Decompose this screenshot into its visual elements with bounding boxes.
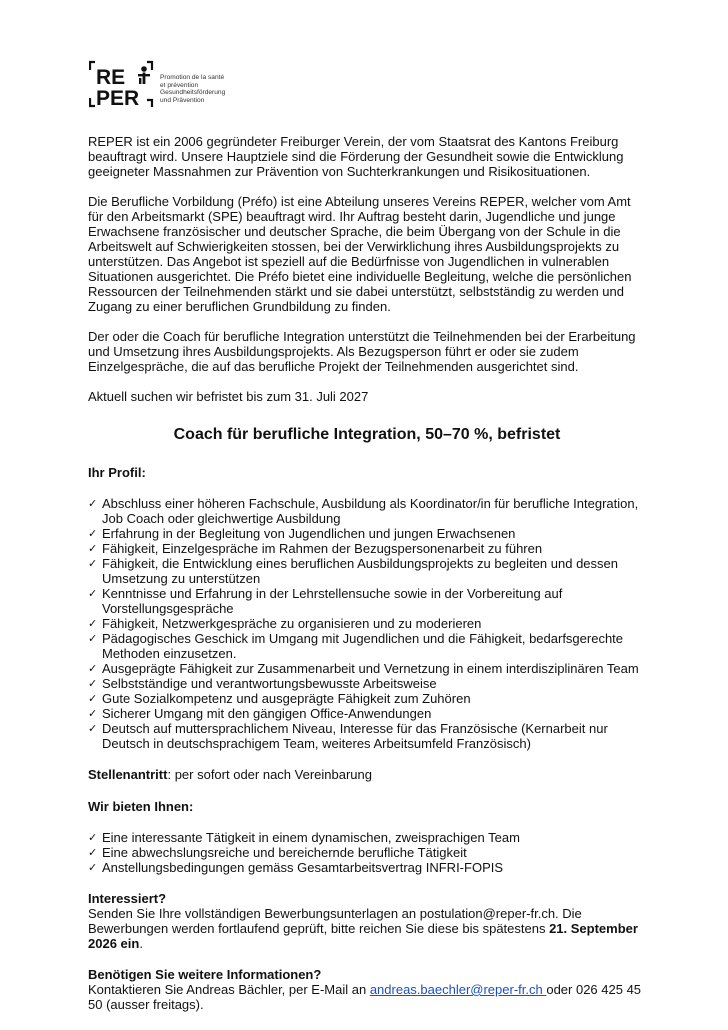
check-icon: ✓ [88, 542, 98, 555]
intro-paragraph: Die Berufliche Vorbildung (Préfo) ist eine Abteilung unseres Vereins REPER, welcher vom Amt für den Arbeitsmarkt (SPE) beauftragt wird. Ihr Auftrag besteht darin, Jugendliche und junge Erwachsene französischer und deutscher Sprache, die beim Übergang von der Schule in die Arbeitswelt auf Schwierigkeiten stossen, bei der Verwirklichung ihres Ausbildungsprojekts zu unterstützen. Das Angebot ist speziell auf die Bedürfnisse von Jugendlichen in vulnerablen Situationen ausgerichtet. Die Préfo bietet eine individuelle Begleitung, welche die persönlichen Ressourcen der Teilnehmenden stärkt und sie dabei unterstützt, selbstständig zu werden und Zugang zu einer beruflichen Grundbildung zu finden. [88, 194, 632, 314]
offer-heading: Wir bieten Ihnen: [88, 799, 194, 814]
offer-item [88, 830, 646, 845]
offer-item-text: Eine interessante Tätigkeit in einem dynamischen, zweisprachigen Team [102, 830, 520, 845]
check-icon: ✓ [88, 861, 98, 874]
logo-text-line2: PER [96, 87, 140, 110]
job-title: Coach für berufliche Integration, 50–70 %, befristet [173, 426, 561, 443]
profile-item [88, 691, 646, 706]
logo-tagline-line: et prévention [160, 81, 199, 89]
profile-item-text: Deutsch auf muttersprachlichem Niveau, Interesse für das Französische (Kernarbeit nur Deutsch in deutschsprachigem Team, weiteres Arbeitsumfeld Französisch) [102, 721, 608, 751]
apply-end: . [139, 936, 143, 951]
profile-item-text: Selbstständige und verantwortungsbewusste Arbeitsweise [102, 676, 437, 691]
offer-item [88, 860, 646, 875]
check-icon: ✓ [88, 677, 98, 690]
profile-item [88, 556, 646, 586]
profile-item [88, 631, 646, 661]
apply-body: Senden Sie Ihre vollständigen Bewerbungsunterlagen an postulation@reper-fr.ch. Die Bewerbungen werden fortlaufend geprüft, bitte reichen Sie diese bis spätestens [88, 906, 582, 936]
info-after: oder 026 425 45 50 (ausser freitags). [88, 982, 642, 1012]
contact-email-link[interactable]: andreas.baechler@reper-fr.ch [369, 982, 547, 997]
profile-item [88, 586, 646, 616]
logo-tagline [160, 74, 225, 104]
profile-item-text: Abschluss einer höheren Fachschule, Ausbildung als Koordinator/in für berufliche Integration, Job Coach oder gleichwertige Ausbildung [102, 496, 639, 526]
logo-tagline-line: Gesundheitsförderung [160, 89, 226, 97]
check-icon: ✓ [88, 632, 98, 645]
check-icon: ✓ [88, 722, 98, 735]
profile-item-text: Fähigkeit, Netzwerkgespräche zu organisieren und zu moderieren [102, 616, 482, 631]
check-icon: ✓ [88, 662, 98, 675]
apply-text [88, 906, 646, 951]
check-icon: ✓ [88, 527, 98, 540]
intro-paragraph: REPER ist ein 2006 gegründeter Freiburger Verein, der vom Staatsrat des Kantons Freiburg beauftragt wird. Unsere Hauptziele sind die Förderung der Gesundheit sowie die Entwicklung geeigneter Massnahmen zur Prävention von Suchterkrankungen und Risikosituationen. [88, 134, 624, 179]
start-label: Stellenantritt [88, 767, 168, 782]
logo-bracket-right [147, 100, 152, 107]
check-icon: ✓ [88, 846, 98, 859]
check-icon: ✓ [88, 497, 98, 510]
check-icon: ✓ [88, 557, 98, 570]
offer-item-text: Anstellungsbedingungen gemäss Gesamtarbeitsvertrag INFRI-FOPIS [102, 860, 504, 875]
check-icon: ✓ [88, 587, 98, 600]
intro-paragraph: Aktuell suchen wir befristet bis zum 31. Juli 2027 [88, 389, 369, 404]
logo-tagline-line: Promotion de la santé [160, 74, 225, 81]
profile-item-text: Sicherer Umgang mit den gängigen Office-Anwendungen [102, 706, 432, 721]
profile-item-text: Ausgeprägte Fähigkeit zur Zusammenarbeit und Vernetzung in einem interdisziplinären Team [102, 661, 639, 676]
profile-item-text: Pädagogisches Geschick im Umgang mit Jugendlichen und die Fähigkeit, bedarfsgerechte Methoden einzusetzen. [102, 631, 624, 661]
profile-item-text: Kenntnisse und Erfahrung in der Lehrstellensuche sowie in der Vorbereitung auf Vorstellungsgespräche [102, 586, 563, 616]
profile-item-text: Fähigkeit, Einzelgespräche im Rahmen der Bezugspersonenarbeit zu führen [102, 541, 543, 556]
offer-item-text: Eine abwechslungsreiche und bereichernde berufliche Tätigkeit [102, 845, 467, 860]
intro-paragraph: Der oder die Coach für berufliche Integration unterstützt die Teilnehmenden bei der Erarbeitung und Umsetzung ihres Ausbildungsprojekts. Als Bezugsperson führt er oder sie zudem Einzelgespräche, die auf das berufliche Projekt der Teilnehmenden ausgerichtet sind. [88, 329, 636, 374]
offer-list [88, 830, 646, 875]
apply-heading: Interessiert? [88, 891, 167, 906]
info-heading: Benötigen Sie weitere Informationen? [88, 967, 322, 982]
profile-item [88, 676, 646, 691]
profile-item [88, 526, 646, 541]
profile-item [88, 706, 646, 721]
figure-icon [138, 66, 150, 84]
logo-bracket-top [147, 62, 152, 70]
info-before: Kontaktieren Sie Andreas Bächler, per E-Mail an [88, 982, 370, 997]
profile-item-text: Gute Sozialkompetenz und ausgeprägte Fähigkeit zum Zuhören [102, 691, 471, 706]
check-icon: ✓ [88, 617, 98, 630]
info-text [88, 982, 646, 1012]
profile-item [88, 616, 646, 631]
logo-bracket-left [90, 62, 95, 70]
profile-list [88, 496, 646, 751]
job-posting [88, 134, 646, 1012]
profile-item [88, 541, 646, 556]
profile-item [88, 721, 646, 751]
offer-item [88, 845, 646, 860]
apply-deadline: 21. September 2026 ein [88, 921, 638, 951]
profile-item-text: Fähigkeit, die Entwicklung eines beruflichen Ausbildungsprojekts zu begleiten und dessen Umsetzung zu unterstützen [102, 556, 618, 586]
check-icon: ✓ [88, 831, 98, 844]
logo-tagline-line: und Prävention [160, 96, 205, 104]
logo-bracket-bottom [90, 98, 95, 106]
profile-item-text: Erfahrung in der Begleitung von Jugendlichen und jungen Erwachsenen [102, 526, 516, 541]
profile-item [88, 496, 646, 526]
check-icon: ✓ [88, 707, 98, 720]
logo-text-line1: RE [96, 66, 126, 89]
profile-item [88, 661, 646, 676]
profile-heading: Ihr Profil: [88, 465, 146, 480]
start-date [88, 767, 646, 782]
start-value: : per sofort oder nach Vereinbarung [167, 767, 372, 782]
check-icon: ✓ [88, 692, 98, 705]
